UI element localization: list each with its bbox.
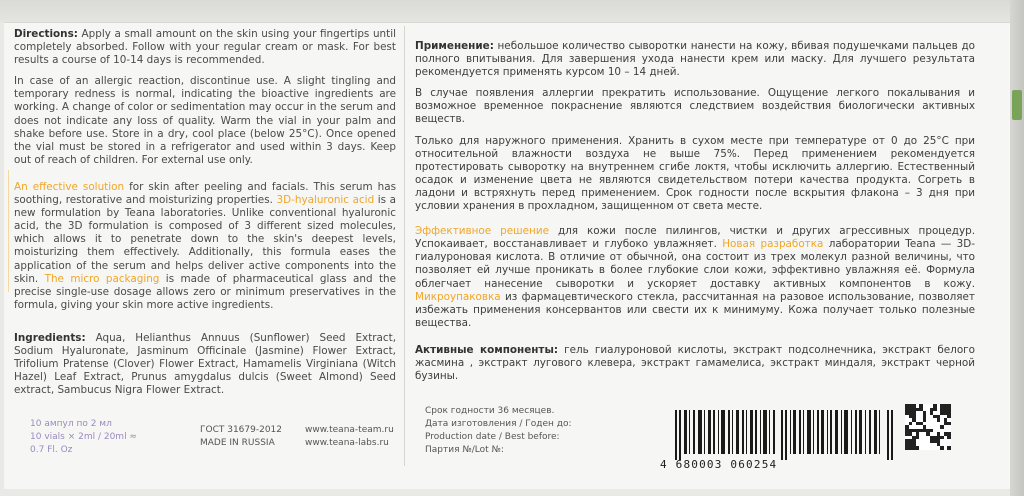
standard-info: [200, 424, 310, 450]
qr-module: [937, 418, 941, 422]
website-info: [305, 424, 405, 450]
barcode-number: 4 680003 060254: [660, 458, 778, 471]
russian-column: [415, 40, 975, 391]
qr-module: [947, 415, 951, 419]
qr-module: [909, 422, 913, 426]
qr-module: [940, 446, 944, 450]
ampoules-en: 10 vials × 2ml / 20ml ≈ 0.7 Fl. Oz: [30, 432, 137, 455]
description-text-2: is a new formulation by Teana laboratories. Unlike conventional hyaluronic acid, the 3D formulation is composed of 3 different sized molecules, which allows it to penetrate down to the skin's deepest levels, moisturizing them effectively. Additionally, this formula eases the application of the serum and helps deliver active components into the skin.: [14, 194, 397, 285]
box-side-edge: [1010, 0, 1024, 496]
qr-module: [916, 436, 920, 440]
side-tab: [1012, 90, 1022, 120]
qr-code-icon: [905, 404, 951, 450]
qr-module: [947, 446, 951, 450]
description-paragraph-ru: [415, 225, 975, 330]
ampoules-ru: 10 ампул по 2 мл: [30, 419, 112, 429]
highlight-micro-packaging: The micro packaging: [44, 272, 160, 285]
batch-info: [425, 405, 625, 457]
qr-module: [947, 436, 951, 440]
allergy-paragraph: In case of an allergic reaction, discontinue use. A slight tingling and temporary redness is normal, indicating the bioactive ingredients are working. A change of color or sedimentation may occur in the serum and does not indicate any loss of quality. Warm the vial in your palm and shake before use. Store in a dry, cool place (below 25°C). Once opened the vial must be stored in a refrigerator and used within 3 days. Keep out of reach of children. For external use only.: [14, 75, 396, 166]
ingredients-paragraph: [14, 332, 396, 397]
directions-text: Apply a small amount on the skin using your fingertips until completely absorbed. Follow with your regular cream or mask. For best results a course of 10-14 days is recommended.: [14, 28, 396, 67]
box-top-flap: [0, 0, 1024, 22]
usage-text: небольшое количество сыворотки нанести на кожу, вбивая подушечками пальцев до полного впитывания. Для завершения ухода нанести крем или маску. Для лучшего результата рекомендуется применять курсом 10 – 14 дней.: [415, 40, 975, 79]
website-1: www.teana-team.ru: [305, 425, 394, 435]
usage-paragraph: [415, 40, 975, 79]
description-text-ru-2: лаборатории Teana — 3D-гиалуроновая кислота. В отличие от обычной, она состоит из трех молекул разной величины, что позволяет ей лучше проникать в более глубокие слои кожи, эффективно увлажняя её. Формула облегчает нанесение сыворотки и ускоряет доставку активных компонентов в кожу.: [415, 238, 975, 290]
description-text-1: for skin after peeling and facials. This serum has soothing, restorative and moisturizing properties.: [14, 180, 396, 207]
barcode-icon: [675, 410, 895, 460]
production-date: Production date / Best before:: [425, 432, 560, 442]
storage-paragraph-ru: Только для наружного применения. Хранить в сухом месте при температуре от 0 до 25°С при относительной влажности воздуха не выше 75%. Перед применением рекомендуется протестировать сыворотку на внутреннем сгибе локтя, чтобы исключить аллергию. Естественный осадок и изменение цвета не являются свидетельством потери качества продукта. Согреть в ладони и встряхнуть перед применением. Срок годности после вскрытия флакона – 3 дня при условии хранения в прохладном, защищенном от света месте.: [415, 134, 975, 213]
qr-module: [923, 418, 927, 422]
shelf-life: Срок годности 36 месяцев.: [425, 406, 555, 416]
gost-label: ГОСТ 31679-2012: [200, 425, 282, 435]
active-components-paragraph: [415, 344, 975, 383]
highlight-effective: An effective solution: [14, 180, 125, 193]
qr-module: [933, 408, 937, 412]
directions-label: Directions:: [14, 28, 78, 40]
qr-module: [940, 436, 944, 440]
website-2: www.teana-labs.ru: [305, 438, 389, 448]
volume-info: [30, 418, 150, 457]
description-text-ru-1: для кожи после пилингов, чистки и других агрессивных процедур. Успокаивает, восстанавливает и глубоко увлажняет.: [415, 225, 976, 251]
allergy-paragraph-ru: В случае появления аллергии прекратить использование. Ощущение легкого покалывания и возможное временное покраснение являются следствием воздействия биологически активных веществ.: [415, 87, 975, 126]
description-paragraph: [14, 181, 396, 312]
active-components-label: Активные компоненты:: [415, 343, 559, 356]
description-text-ru-3: из фармацевтического стекла, рассчитанная на разовое использование, позволяет избежать применения консервантов или свести их к минимуму. Кожа получает только полезные вещества.: [415, 290, 975, 329]
directions-paragraph: [14, 28, 396, 67]
qr-module: [930, 429, 934, 433]
column-divider: [404, 26, 405, 466]
ingredients-text: Aqua, Helianthus Annuus (Sunflower) Seed Extract, Sodium Hyaluronate, Jasminum Officinale (Jasmine) Flower Extract, Trifolium Pratense (Clover) Flower Extract, Hamamelis Virginiana (Witch Hazel) Leaf Extract, Prunus amygdalus dulcis (Sweet Almond) Seed extract, Sambucus Nigra Flower Extract.: [14, 331, 396, 397]
usage-label: Применение:: [415, 40, 494, 52]
highlight-3d-hyaluronic: 3D-hyaluronic acid: [276, 194, 375, 207]
description-text-3: is made of pharmaceutical glass and the precise single-use dosage allows zero or minimum preservatives in the formula, giving your skin more active ingredients.: [14, 272, 396, 311]
english-column: [14, 28, 396, 405]
qr-module: [947, 422, 951, 426]
lot-number: Партия №/Lot №:: [425, 445, 504, 455]
qr-module: [916, 446, 920, 450]
qr-module: [940, 425, 944, 429]
manufacture-date: Дата изготовления / Годен до:: [425, 419, 572, 429]
highlight-new-development-ru: Новая разработка: [722, 238, 824, 251]
active-components-text: гель гиалуроновой кислоты, экстракт подсолнечника, экстракт белого жасмина , экстракт лугового клевера, экстракт гамамелиса, экстракт миндаля, экстракт черной бузины.: [415, 343, 975, 383]
ingredients-label: Ingredients:: [14, 331, 86, 344]
highlight-effective-ru: Эффективное решение: [415, 225, 549, 238]
made-in-label: MADE IN RUSSIA: [200, 438, 275, 448]
highlight-micro-packaging-ru: Микроупаковка: [415, 290, 501, 303]
